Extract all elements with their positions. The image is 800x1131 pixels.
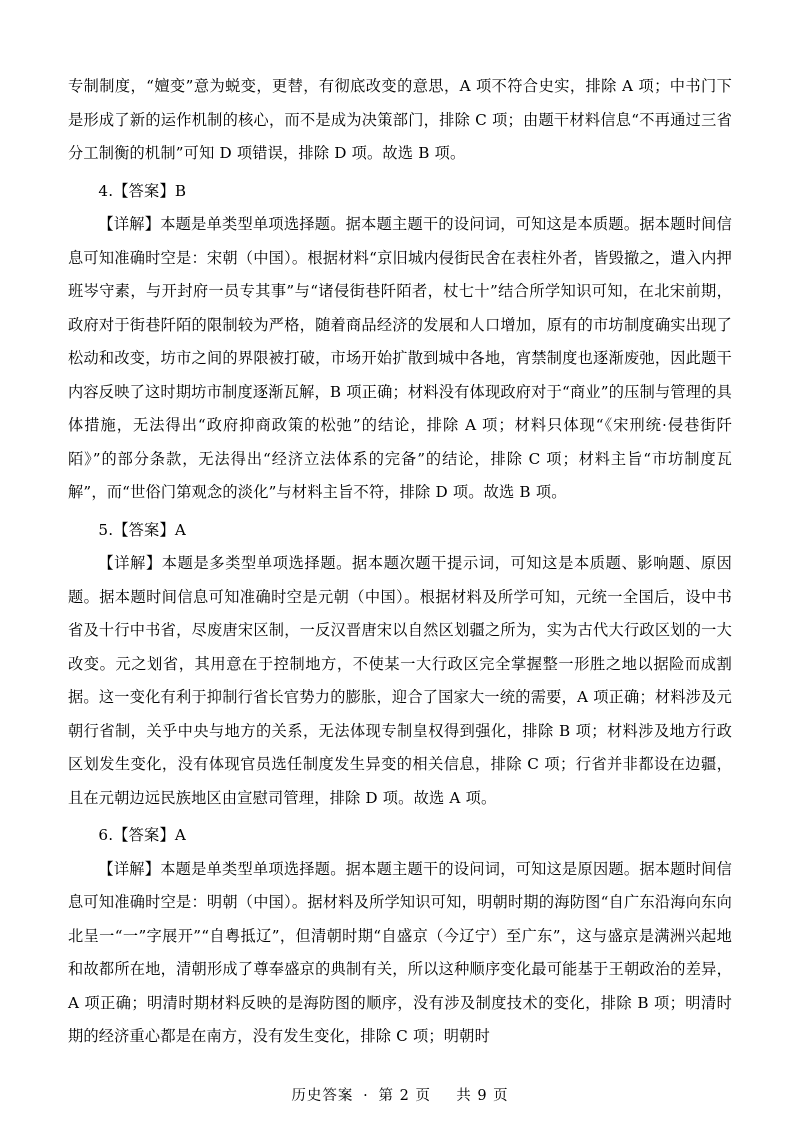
footer-total-pages: 共 9 页 bbox=[456, 1088, 509, 1104]
answer-line-question-6: 6.【答案】A bbox=[98, 826, 186, 844]
answer-line-question-4: 4.【答案】B bbox=[98, 181, 187, 200]
explanation-question-5: 【详解】本题是多类型单项选择题。据本题次题干提示词，可知这是本质题、影响题、原因题。据本题时间信息可知准确时空是元朝（中国）。根据材料及所学可知，元统一全国后，设中书省及十行中书省，尽废唐宋区制，一反汉晋唐宋以自然区划疆之所为，实为古代大行政区划的一大改变。元之划省，其用意在于控制地方，不使某一大行政区完全掌握整一形胜之地以据险而成割据。这一变化有利于抑制行省长官势力的膨胀，迎合了国家大一统的需要，A 项正确；材料涉及元朝行省制，关乎中央与地方的关系，无法体现专制皇权得到强化，排除 B 项；材料涉及地方行政区划发生变化，没有体现官员选任制度发生异变的相关信息，排除 C 项；行省并非都设在边疆，且在元朝边远民族地区由宣慰司管理，排除 D 项。故选 A 项。 bbox=[68, 554, 732, 807]
footer-separator: · bbox=[363, 1088, 369, 1104]
page-footer bbox=[0, 1084, 800, 1105]
footer-title: 历史答案 bbox=[291, 1088, 354, 1104]
answer-line-question-5: 5.【答案】A bbox=[98, 520, 186, 539]
paragraph-continuation: 专制制度，“嬗变”意为蜕变，更替，有彻底改变的意思，A 项不符合史实，排除 A 项；中书门下是形成了新的运作机制的核心，而不是成为决策部门，排除 C 项；由题干材料信息“不再通过三省分工制衡的机制”可知 D 项错误，排除 D 项。故选 B 项。 bbox=[68, 77, 732, 162]
footer-page-number: 第 2 页 bbox=[378, 1088, 431, 1104]
explanation-question-4: 【详解】本题是单类型单项选择题。据本题主题干的设问词，可知这是本质题。据本题时间信息可知准确时空是：宋朝（中国）。根据材料“京旧城内侵街民舍在表柱外者，皆毁撤之，遣入内押班岑守素，与开封府一员专其事”与“诸侵街巷阡陌者，杖七十”结合所学知识可知，在北宋前期，政府对于街巷阡陌的限制较为严格，随着商品经济的发展和人口增加，原有的市坊制度确实出现了松动和改变，坊市之间的界限被打破，市场开始扩散到城中各地，宵禁制度也逐渐废弛，因此题干内容反映了这时期坊市制度逐渐瓦解，B 项正确；材料没有体现政府对于“商业”的压制与管理的具体措施，无法得出“政府抑商政策的松弛”的结论，排除 A 项；材料只体现“《宋刑统·侵巷街阡陌》”的部分条款，无法得出“经济立法体系的完备”的结论，排除 C 项；材料主旨“市坊制度瓦解”，而“世俗门第观念的淡化”与材料主旨不符，排除 D 项。故选 B 项。 bbox=[68, 215, 732, 501]
page-body bbox=[68, 70, 732, 1054]
explanation-question-6: 【详解】本题是单类型单项选择题。据本题主题干的设问词，可知这是原因题。据本题时间信息可知准确时空是：明朝（中国）。据材料及所学知识可知，明朝时期的海防图“自广东沿海向东向北呈一“一”字展开”“自粤抵辽”，但清朝时期“自盛京（今辽宁）至广东”，这与盛京是满洲兴起地和故都所在地，清朝形成了尊奉盛京的典制有关，所以这种顺序变化最可能基于王朝政治的差异，A 项正确；明清时期材料反映的是海防图的顺序，没有涉及制度技术的变化，排除 B 项；明清时期的经济重心都是在南方，没有发生变化，排除 C 项；明朝时 bbox=[68, 859, 732, 1045]
